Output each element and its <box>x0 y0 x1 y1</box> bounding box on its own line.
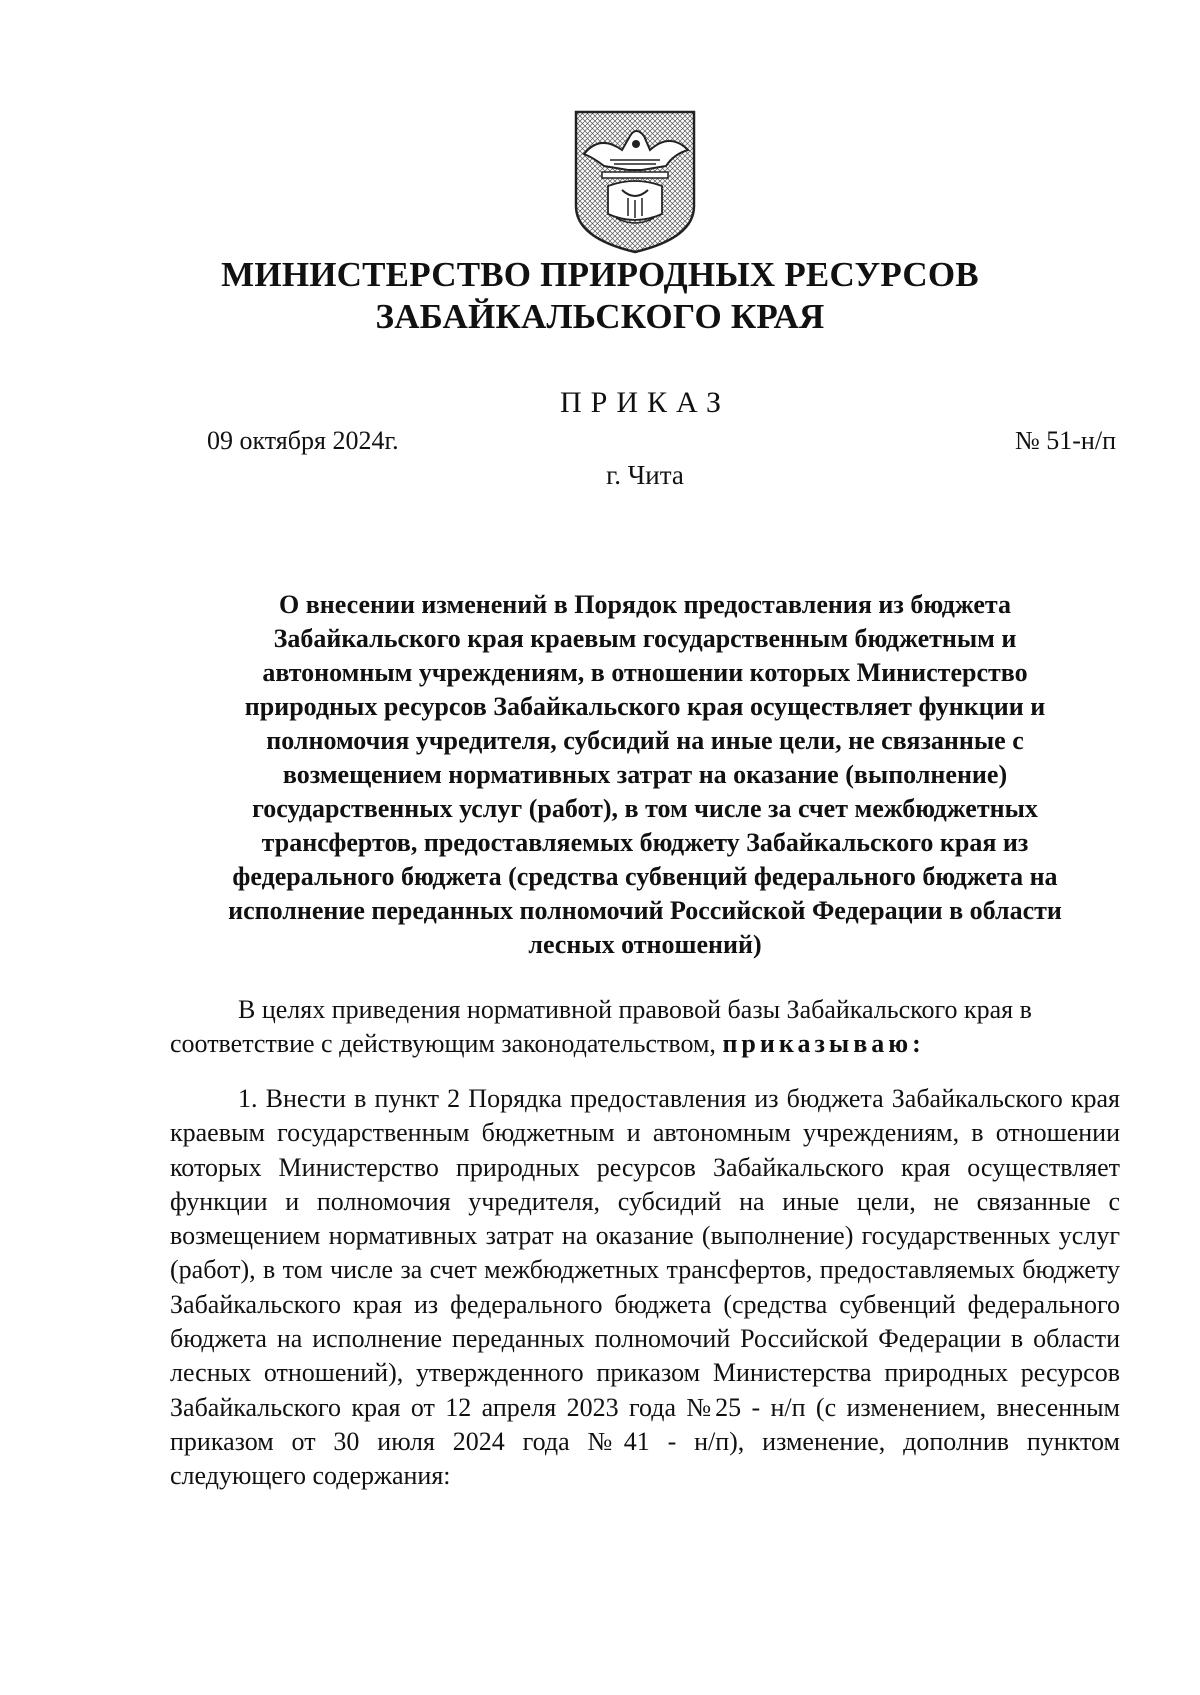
order-heading: ПРИКАЗ <box>560 386 730 419</box>
ministry-name <box>0 254 1200 338</box>
title-line: государственных услуг (работ), в том числе за счет межбюджетных <box>252 794 1038 823</box>
coat-of-arms-icon <box>570 106 700 256</box>
title-line: природных ресурсов Забайкальского края осуществляет функции и <box>244 692 1046 721</box>
preamble-paragraph <box>170 993 1120 1061</box>
title-line: автономным учреждениям, в отношении которых Министерство <box>262 658 1028 687</box>
title-line: федерального бюджета (средства субвенций федерального бюджета на <box>232 862 1058 891</box>
title-line: исполнение переданных полномочий Российской Федерации в области <box>228 896 1062 925</box>
order-number: № 51-н/п <box>1014 426 1116 455</box>
preamble-line1: В целях приведения нормативной правовой базы Забайкальского края в <box>238 995 1032 1024</box>
title-line: возмещением нормативных затрат на оказание (выполнение) <box>282 760 1008 789</box>
preamble-line2 <box>170 1027 1120 1061</box>
title-line: трансфертов, предоставляемых бюджету Забайкальского края из <box>261 828 1029 857</box>
coat-of-arms-emblem <box>570 106 700 256</box>
title-line: Забайкальского края краевым государственным бюджетным и <box>273 624 1017 653</box>
title-line: лесных отношений) <box>528 930 762 959</box>
order-date: 09 октября 2024г. <box>207 426 399 455</box>
ministry-name-line1: МИНИСТЕРСТВО ПРИРОДНЫХ РЕСУРСОВ <box>221 255 979 294</box>
title-line: полномочия учредителя, субсидий на иные цели, не связанные с <box>266 726 1024 755</box>
order-command: приказываю: <box>722 1029 925 1058</box>
preamble-line2-text: соответствие с действующим законодательством, <box>170 1029 716 1058</box>
title-line: О внесении изменений в Порядок предоставления из бюджета <box>278 590 1011 619</box>
item-1-paragraph: 1. Внести в пункт 2 Порядка предоставления из бюджета Забайкальского края краевым государственным бюджетным и автономным учреждениям, в отношении которых Министерство природных ресурсов Забайкальского края осуществляет функции и полномочия учредителя, субсидий на иные цели, не связанные с возмещением нормативных затрат на оказание (выполнение) государственных услуг (работ), в том числе за счет межбюджетных трансфертов, предоставляемых бюджету Забайкальского края из федерального бюджета (средства субвенций федерального бюджета на исполнение переданных полномочий Российской Федерации в области лесных отношений), утвержденного приказом Министерства природных ресурсов Забайкальского края от 12 апреля 2023 года №25 - н/п (с изменением, внесенным приказом от 30 июля 2024 года №41 - н/п), изменение, дополнив пунктом следующего содержания: <box>170 1084 1120 1491</box>
order-title <box>170 588 1120 962</box>
order-city: г. Чита <box>606 460 684 490</box>
ministry-name-line2: ЗАБАЙКАЛЬСКОГО КРАЯ <box>375 297 825 336</box>
